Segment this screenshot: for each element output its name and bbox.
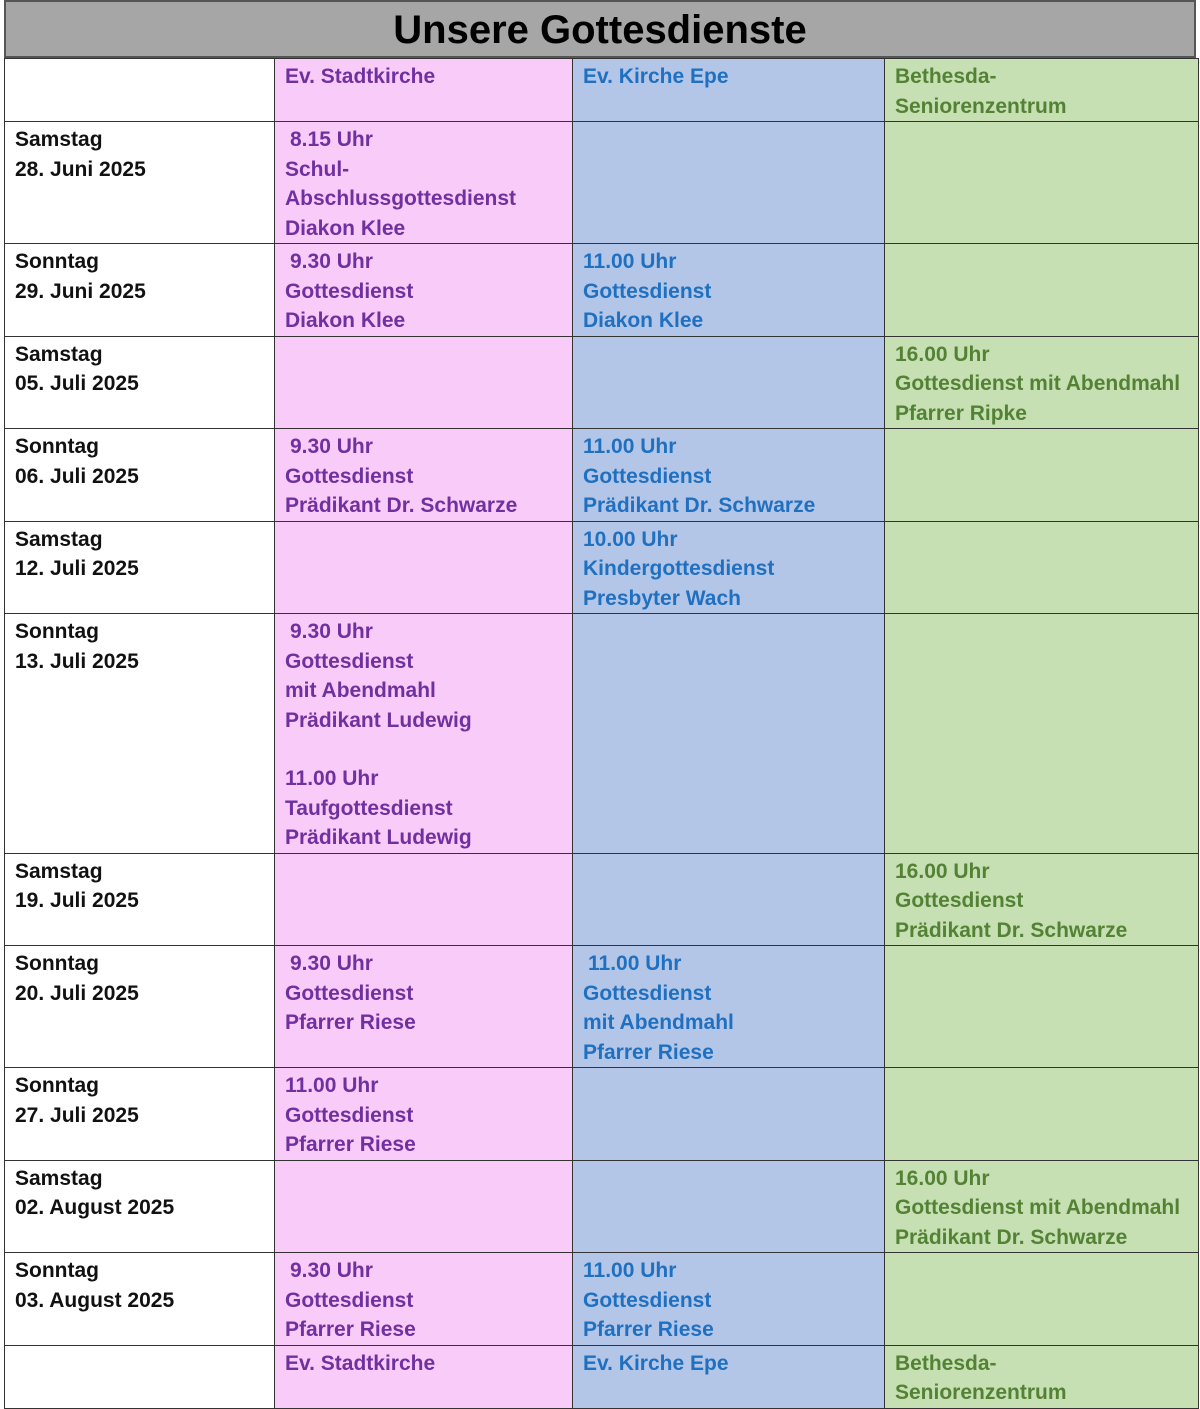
table-row	[5, 1160, 1199, 1253]
stadtkirche-cell	[275, 1160, 573, 1253]
header-stadtkirche: Ev. Stadtkirche	[275, 59, 573, 122]
stadtkirche-cell	[275, 336, 573, 429]
kirche-epe-cell: 11.00 Uhr Gottesdienst Diakon Klee	[573, 244, 885, 337]
stadtkirche-cell	[275, 521, 573, 614]
kirche-epe-cell	[573, 336, 885, 429]
kirche-epe-cell	[573, 853, 885, 946]
kirche-epe-cell	[573, 614, 885, 854]
date-cell: Samstag 19. Juli 2025	[5, 853, 275, 946]
table-row	[5, 244, 1199, 337]
bethesda-cell: 16.00 Uhr Gottesdienst mit Abendmahl Prädikant Dr. Schwarze	[885, 1160, 1199, 1253]
table-row	[5, 122, 1199, 244]
kirche-epe-cell: 10.00 Uhr Kindergottesdienst Presbyter Wach	[573, 521, 885, 614]
date-cell: Samstag 05. Juli 2025	[5, 336, 275, 429]
date-cell: Samstag 02. August 2025	[5, 1160, 275, 1253]
footer-bethesda: Bethesda- Seniorenzentrum	[885, 1345, 1199, 1408]
bethesda-cell	[885, 946, 1199, 1068]
stadtkirche-cell: 9.30 Uhr Gottesdienst Prädikant Dr. Schwarze	[275, 429, 573, 522]
stadtkirche-cell: 9.30 Uhr Gottesdienst Diakon Klee	[275, 244, 573, 337]
footer-empty-cell	[5, 1345, 275, 1408]
kirche-epe-cell	[573, 1068, 885, 1161]
date-cell: Sonntag 06. Juli 2025	[5, 429, 275, 522]
table-row	[5, 614, 1199, 854]
stadtkirche-cell	[275, 853, 573, 946]
header-empty-cell	[5, 59, 275, 122]
stadtkirche-cell: 9.30 Uhr Gottesdienst Pfarrer Riese	[275, 1253, 573, 1346]
table-row	[5, 1253, 1199, 1346]
stadtkirche-cell: 11.00 Uhr Gottesdienst Pfarrer Riese	[275, 1068, 573, 1161]
table-row	[5, 1068, 1199, 1161]
table-row	[5, 946, 1199, 1068]
table-row	[5, 429, 1199, 522]
bethesda-cell	[885, 1068, 1199, 1161]
date-cell: Sonntag 13. Juli 2025	[5, 614, 275, 854]
date-cell: Samstag 12. Juli 2025	[5, 521, 275, 614]
bethesda-cell: 16.00 Uhr Gottesdienst mit Abendmahl Pfarrer Ripke	[885, 336, 1199, 429]
bethesda-cell	[885, 429, 1199, 522]
bethesda-cell	[885, 1253, 1199, 1346]
date-cell: Sonntag 20. Juli 2025	[5, 946, 275, 1068]
bethesda-cell	[885, 614, 1199, 854]
footer-kirche-epe: Ev. Kirche Epe	[573, 1345, 885, 1408]
page-title: Unsere Gottesdienste	[4, 0, 1196, 58]
date-cell: Sonntag 29. Juni 2025	[5, 244, 275, 337]
kirche-epe-cell: 11.00 Uhr Gottesdienst Pfarrer Riese	[573, 1253, 885, 1346]
footer-row	[5, 1345, 1199, 1408]
stadtkirche-cell: 8.15 Uhr Schul- Abschlussgottesdienst Diakon Klee	[275, 122, 573, 244]
bethesda-cell	[885, 122, 1199, 244]
table-row	[5, 853, 1199, 946]
header-bethesda: Bethesda- Seniorenzentrum	[885, 59, 1199, 122]
kirche-epe-cell: 11.00 Uhr Gottesdienst Prädikant Dr. Schwarze	[573, 429, 885, 522]
bethesda-cell	[885, 521, 1199, 614]
date-cell: Sonntag 27. Juli 2025	[5, 1068, 275, 1161]
header-row	[5, 59, 1199, 122]
stadtkirche-cell: 9.30 Uhr Gottesdienst mit Abendmahl Prädikant Ludewig 11.00 Uhr Taufgottesdienst Prädikant Ludewig	[275, 614, 573, 854]
table-row	[5, 521, 1199, 614]
kirche-epe-cell	[573, 1160, 885, 1253]
bethesda-cell	[885, 244, 1199, 337]
bethesda-cell: 16.00 Uhr Gottesdienst Prädikant Dr. Schwarze	[885, 853, 1199, 946]
table-row	[5, 336, 1199, 429]
stadtkirche-cell: 9.30 Uhr Gottesdienst Pfarrer Riese	[275, 946, 573, 1068]
date-cell: Sonntag 03. August 2025	[5, 1253, 275, 1346]
footer-stadtkirche: Ev. Stadtkirche	[275, 1345, 573, 1408]
service-table	[4, 58, 1199, 1409]
date-cell: Samstag 28. Juni 2025	[5, 122, 275, 244]
kirche-epe-cell	[573, 122, 885, 244]
kirche-epe-cell: 11.00 Uhr Gottesdienst mit Abendmahl Pfarrer Riese	[573, 946, 885, 1068]
header-kirche-epe: Ev. Kirche Epe	[573, 59, 885, 122]
